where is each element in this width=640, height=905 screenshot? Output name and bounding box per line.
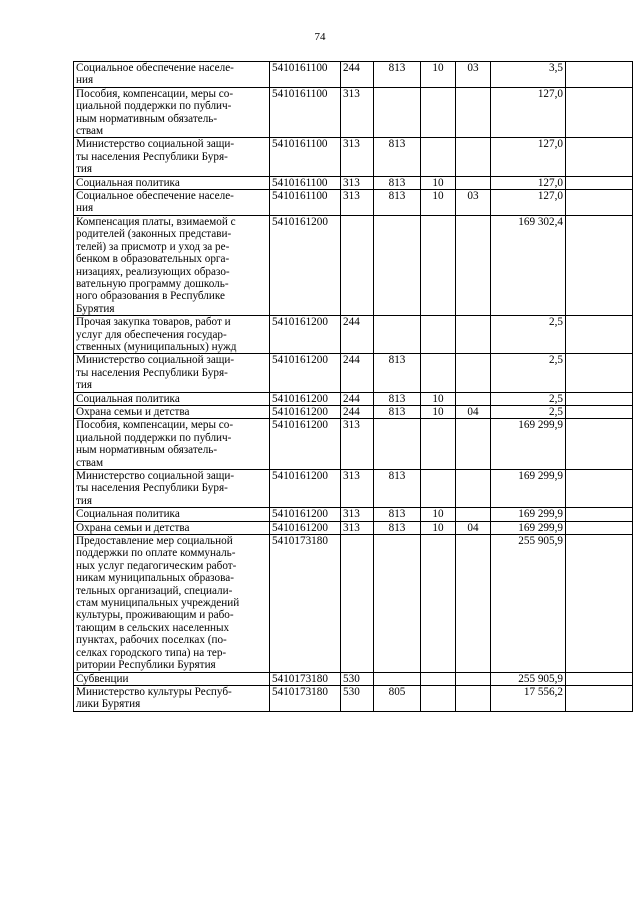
subsection-cell — [456, 87, 491, 138]
target-article-cell: 5410161200 — [270, 405, 341, 418]
table-row — [74, 62, 633, 88]
empty-cell — [566, 508, 633, 521]
section-cell — [421, 685, 456, 711]
subsection-cell — [456, 316, 491, 354]
empty-cell — [566, 672, 633, 685]
empty-cell — [566, 190, 633, 216]
subsection-cell — [456, 419, 491, 470]
empty-cell — [566, 535, 633, 672]
section-cell — [421, 470, 456, 508]
expense-type-cell: 313 — [341, 176, 374, 189]
amount-cell: 169 299,9 — [491, 508, 566, 521]
subsection-cell: 03 — [456, 190, 491, 216]
ministry-code-cell: 813 — [374, 470, 421, 508]
ministry-code-cell: 805 — [374, 685, 421, 711]
empty-cell — [566, 392, 633, 405]
subsection-cell — [456, 672, 491, 685]
subsection-cell — [456, 470, 491, 508]
empty-cell — [566, 419, 633, 470]
subsection-cell — [456, 685, 491, 711]
target-article-cell: 5410161100 — [270, 138, 341, 176]
target-article-cell: 5410161200 — [270, 354, 341, 392]
section-cell — [421, 354, 456, 392]
empty-cell — [566, 470, 633, 508]
row-name-cell: Министерство социальной защи- ты населения Республики Буря- тия — [74, 138, 270, 176]
empty-cell — [566, 685, 633, 711]
target-article-cell: 5410161200 — [270, 521, 341, 534]
section-cell — [421, 672, 456, 685]
amount-cell: 169 299,9 — [491, 521, 566, 534]
table-row — [74, 87, 633, 138]
table-row — [74, 508, 633, 521]
table-row — [74, 535, 633, 672]
row-name-cell: Прочая закупка товаров, работ и услуг для обеспечения государ- ственных (муниципальных) нужд — [74, 316, 270, 354]
ministry-code-cell — [374, 535, 421, 672]
ministry-code-cell: 813 — [374, 521, 421, 534]
section-cell — [421, 419, 456, 470]
ministry-code-cell: 813 — [374, 138, 421, 176]
row-name-cell: Министерство социальной защи- ты населения Республики Буря- тия — [74, 470, 270, 508]
row-name-cell: Пособия, компенсации, меры со- циальной поддержки по публич- ным нормативным обязатель- ствам — [74, 87, 270, 138]
target-article-cell: 5410161200 — [270, 215, 341, 315]
expense-type-cell: 313 — [341, 419, 374, 470]
amount-cell: 127,0 — [491, 87, 566, 138]
target-article-cell: 5410161100 — [270, 176, 341, 189]
table-row — [74, 215, 633, 315]
amount-cell: 17 556,2 — [491, 685, 566, 711]
ministry-code-cell: 813 — [374, 508, 421, 521]
table-row — [74, 419, 633, 470]
row-name-cell: Социальная политика — [74, 392, 270, 405]
section-cell — [421, 138, 456, 176]
target-article-cell: 5410173180 — [270, 672, 341, 685]
amount-cell: 169 299,9 — [491, 419, 566, 470]
section-cell: 10 — [421, 190, 456, 216]
section-cell — [421, 215, 456, 315]
expense-type-cell: 244 — [341, 316, 374, 354]
empty-cell — [566, 138, 633, 176]
subsection-cell: 04 — [456, 521, 491, 534]
expense-type-cell — [341, 215, 374, 315]
table-row — [74, 521, 633, 534]
empty-cell — [566, 405, 633, 418]
expense-type-cell: 313 — [341, 508, 374, 521]
amount-cell: 2,5 — [491, 354, 566, 392]
ministry-code-cell — [374, 419, 421, 470]
empty-cell — [566, 521, 633, 534]
section-cell: 10 — [421, 508, 456, 521]
row-name-cell: Социальное обеспечение населе- ния — [74, 62, 270, 88]
row-name-cell: Социальная политика — [74, 176, 270, 189]
subsection-cell: 04 — [456, 405, 491, 418]
ministry-code-cell — [374, 215, 421, 315]
subsection-cell: 03 — [456, 62, 491, 88]
subsection-cell — [456, 215, 491, 315]
table-row — [74, 392, 633, 405]
subsection-cell — [456, 508, 491, 521]
ministry-code-cell: 813 — [374, 354, 421, 392]
target-article-cell: 5410161100 — [270, 62, 341, 88]
empty-cell — [566, 316, 633, 354]
expense-type-cell — [341, 535, 374, 672]
table-row — [74, 672, 633, 685]
expense-type-cell: 313 — [341, 138, 374, 176]
amount-cell: 127,0 — [491, 176, 566, 189]
section-cell: 10 — [421, 176, 456, 189]
section-cell — [421, 316, 456, 354]
expense-type-cell: 244 — [341, 354, 374, 392]
amount-cell: 2,5 — [491, 392, 566, 405]
ministry-code-cell: 813 — [374, 62, 421, 88]
table-row — [74, 685, 633, 711]
ministry-code-cell: 813 — [374, 190, 421, 216]
subsection-cell — [456, 176, 491, 189]
ministry-code-cell — [374, 87, 421, 138]
row-name-cell: Социальное обеспечение населе- ния — [74, 190, 270, 216]
amount-cell: 255 905,9 — [491, 672, 566, 685]
section-cell: 10 — [421, 392, 456, 405]
expense-type-cell: 244 — [341, 405, 374, 418]
empty-cell — [566, 354, 633, 392]
section-cell: 10 — [421, 62, 456, 88]
row-name-cell: Министерство социальной защи- ты населения Республики Буря- тия — [74, 354, 270, 392]
row-name-cell: Социальная политика — [74, 508, 270, 521]
expense-type-cell: 313 — [341, 190, 374, 216]
table-row — [74, 176, 633, 189]
table-row — [74, 354, 633, 392]
ministry-code-cell: 813 — [374, 176, 421, 189]
section-cell — [421, 87, 456, 138]
expense-type-cell: 244 — [341, 62, 374, 88]
row-name-cell: Охрана семьи и детства — [74, 405, 270, 418]
empty-cell — [566, 62, 633, 88]
page-number: 74 — [314, 31, 326, 43]
row-name-cell: Охрана семьи и детства — [74, 521, 270, 534]
table-body — [74, 62, 633, 712]
empty-cell — [566, 87, 633, 138]
amount-cell: 255 905,9 — [491, 535, 566, 672]
amount-cell: 3,5 — [491, 62, 566, 88]
empty-cell — [566, 215, 633, 315]
target-article-cell: 5410161200 — [270, 392, 341, 405]
amount-cell: 127,0 — [491, 138, 566, 176]
amount-cell: 127,0 — [491, 190, 566, 216]
target-article-cell: 5410161100 — [270, 190, 341, 216]
ministry-code-cell — [374, 672, 421, 685]
subsection-cell — [456, 535, 491, 672]
target-article-cell: 5410161200 — [270, 470, 341, 508]
subsection-cell — [456, 392, 491, 405]
row-name-cell: Предоставление мер социальной поддержки по оплате коммуналь- ных услуг педагогическим работ- никам муниципальных образова- тельных организаций, специали- стам муниципальных учреждений культуры, проживающим и рабо- тающим в сельских населенных пунктах, рабочих поселках (по- селках городского типа) на тер- ритории Республики Бурятия — [74, 535, 270, 672]
target-article-cell: 5410161200 — [270, 316, 341, 354]
empty-cell — [566, 176, 633, 189]
target-article-cell: 5410161200 — [270, 508, 341, 521]
amount-cell: 169 302,4 — [491, 215, 566, 315]
target-article-cell: 5410161100 — [270, 87, 341, 138]
section-cell — [421, 535, 456, 672]
target-article-cell: 5410161200 — [270, 419, 341, 470]
table-row — [74, 470, 633, 508]
target-article-cell: 5410173180 — [270, 685, 341, 711]
ministry-code-cell: 813 — [374, 405, 421, 418]
subsection-cell — [456, 138, 491, 176]
expense-type-cell: 530 — [341, 672, 374, 685]
amount-cell: 2,5 — [491, 405, 566, 418]
expense-type-cell: 313 — [341, 521, 374, 534]
subsection-cell — [456, 354, 491, 392]
expense-type-cell: 313 — [341, 470, 374, 508]
table-row — [74, 405, 633, 418]
expense-type-cell: 244 — [341, 392, 374, 405]
amount-cell: 2,5 — [491, 316, 566, 354]
section-cell: 10 — [421, 521, 456, 534]
row-name-cell: Министерство культуры Респуб- лики Бурятия — [74, 685, 270, 711]
table-row — [74, 190, 633, 216]
row-name-cell: Компенсация платы, взимаемой с родителей (законных представи- телей) за присмотр и уход за ре- бенком в образовательных орга- низациях, реализующих образо- вательную программу дошколь- ного образования в Республике Бурятия — [74, 215, 270, 315]
table-row — [74, 138, 633, 176]
target-article-cell: 5410173180 — [270, 535, 341, 672]
row-name-cell: Субвенции — [74, 672, 270, 685]
row-name-cell: Пособия, компенсации, меры со- циальной поддержки по публич- ным нормативным обязатель- ствам — [74, 419, 270, 470]
amount-cell: 169 299,9 — [491, 470, 566, 508]
ministry-code-cell: 813 — [374, 392, 421, 405]
ministry-code-cell — [374, 316, 421, 354]
table-row — [74, 316, 633, 354]
section-cell: 10 — [421, 405, 456, 418]
expense-type-cell: 530 — [341, 685, 374, 711]
budget-table — [73, 61, 633, 712]
expense-type-cell: 313 — [341, 87, 374, 138]
